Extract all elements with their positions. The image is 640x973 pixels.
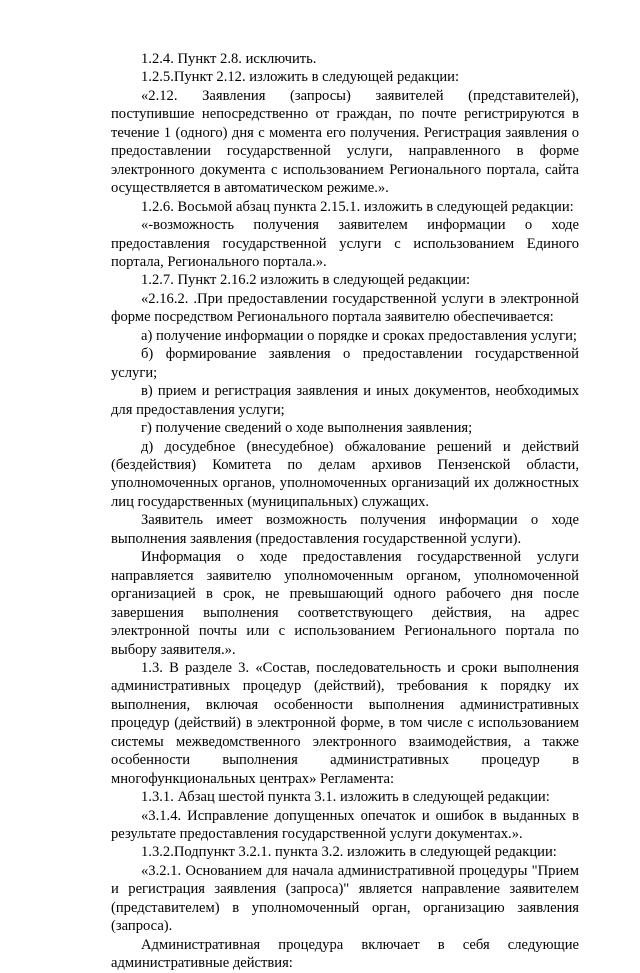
paragraph-progress-info: Информация о ходе предоставления государственной услуги направляется заявителю уполномоченным органом, уполномоченной организацией в срок, не превышающий одного рабочего дня после завершения выполнения соответствующего действия, на адрес электронной почты или с использованием Регионального портала по выбору заявителя.». — [111, 549, 579, 658]
paragraph-2-15-1-quote: «-возможность получения заявителем информации о ходе предоставления государственной услуги с использованием Единого портала, Регионального портала.». — [111, 217, 579, 270]
paragraph-1-2-6: 1.2.6. Восьмой абзац пункта 2.15.1. изложить в следующей редакции: — [141, 198, 574, 215]
paragraph-2-12: «2.12. Заявления (запросы) заявителей (представителей), поступившие непосредственно от граждан, по почте регистрируются в течение 1 (одного) дня с момента его получения. Регистрация заявления о предоставлении государственной услуги, направленного в форме электронного документа с использованием Регионального портала, сайта осуществляется в автоматическом режиме.». — [111, 87, 579, 197]
list-item-d: д) досудебное (внесудебное) обжалование решений и действий (бездействия) Комитета по делам архивов Пензенской области, уполномоченных органов, уполномоченных организаций их должностных лиц государственных (муниципальных) служащих. — [111, 438, 579, 510]
paragraph-1-3-1: 1.3.1. Абзац шестой пункта 3.1. изложить в следующей редакции: — [141, 789, 550, 806]
paragraph-admin-actions: Административная процедура включает в себя следующие административные действия: — [111, 936, 579, 972]
document-body — [111, 50, 579, 973]
paragraph-1-3-2: 1.3.2.Подпункт 3.2.1. пункта 3.2. изложить в следующей редакции: — [141, 844, 557, 861]
paragraph-1-2-7: 1.2.7. Пункт 2.16.2 изложить в следующей редакции: — [141, 272, 470, 289]
paragraph-1-3: 1.3. В разделе 3. «Состав, последовательность и сроки выполнения административных процедур (действий), требования к порядку их выполнения, включая особенности выполнения административных процедур (действий) в электронной форме, в том числе с использованием системы межведомственного электронного взаимодействия, а также особенности выполнения административных процедур в многофункциональных центрах» Регламента: — [111, 659, 579, 787]
paragraph-1-2-5: 1.2.5.Пункт 2.12. изложить в следующей редакции: — [141, 69, 460, 86]
list-item-b: б) формирование заявления о предоставлении государственной услуги; — [111, 346, 579, 381]
paragraph-1-2-4: 1.2.4. Пункт 2.8. исключить. — [141, 51, 317, 67]
paragraph-2-16-2: «2.16.2. .При предоставлении государственной услуги в электронной форме посредством Регионального портала заявителю обеспечивается: — [111, 290, 579, 326]
list-item-g: г) получение сведений о ходе выполнения заявления; — [141, 420, 473, 437]
list-item-a: а) получение информации о порядке и сроках предоставления услуги; — [141, 327, 577, 344]
paragraph-3-1-4: «3.1.4. Исправление допущенных опечаток и ошибок в выданных в результате предоставления государственной услуги документах.». — [111, 807, 579, 843]
paragraph-3-2-1: «3.2.1. Основанием для начала административной процедуры "Прием и регистрация заявления (запроса)" является направление заявителем (представителем) в уполномоченный орган, организацию заявления (запроса). — [111, 862, 579, 935]
list-item-v: в) прием и регистрация заявления и иных документов, необходимых для предоставления услуги; — [111, 383, 579, 418]
paragraph-applicant-info: Заявитель имеет возможность получения информации о ходе выполнения заявления (предоставления государственной услуги). — [111, 512, 579, 547]
